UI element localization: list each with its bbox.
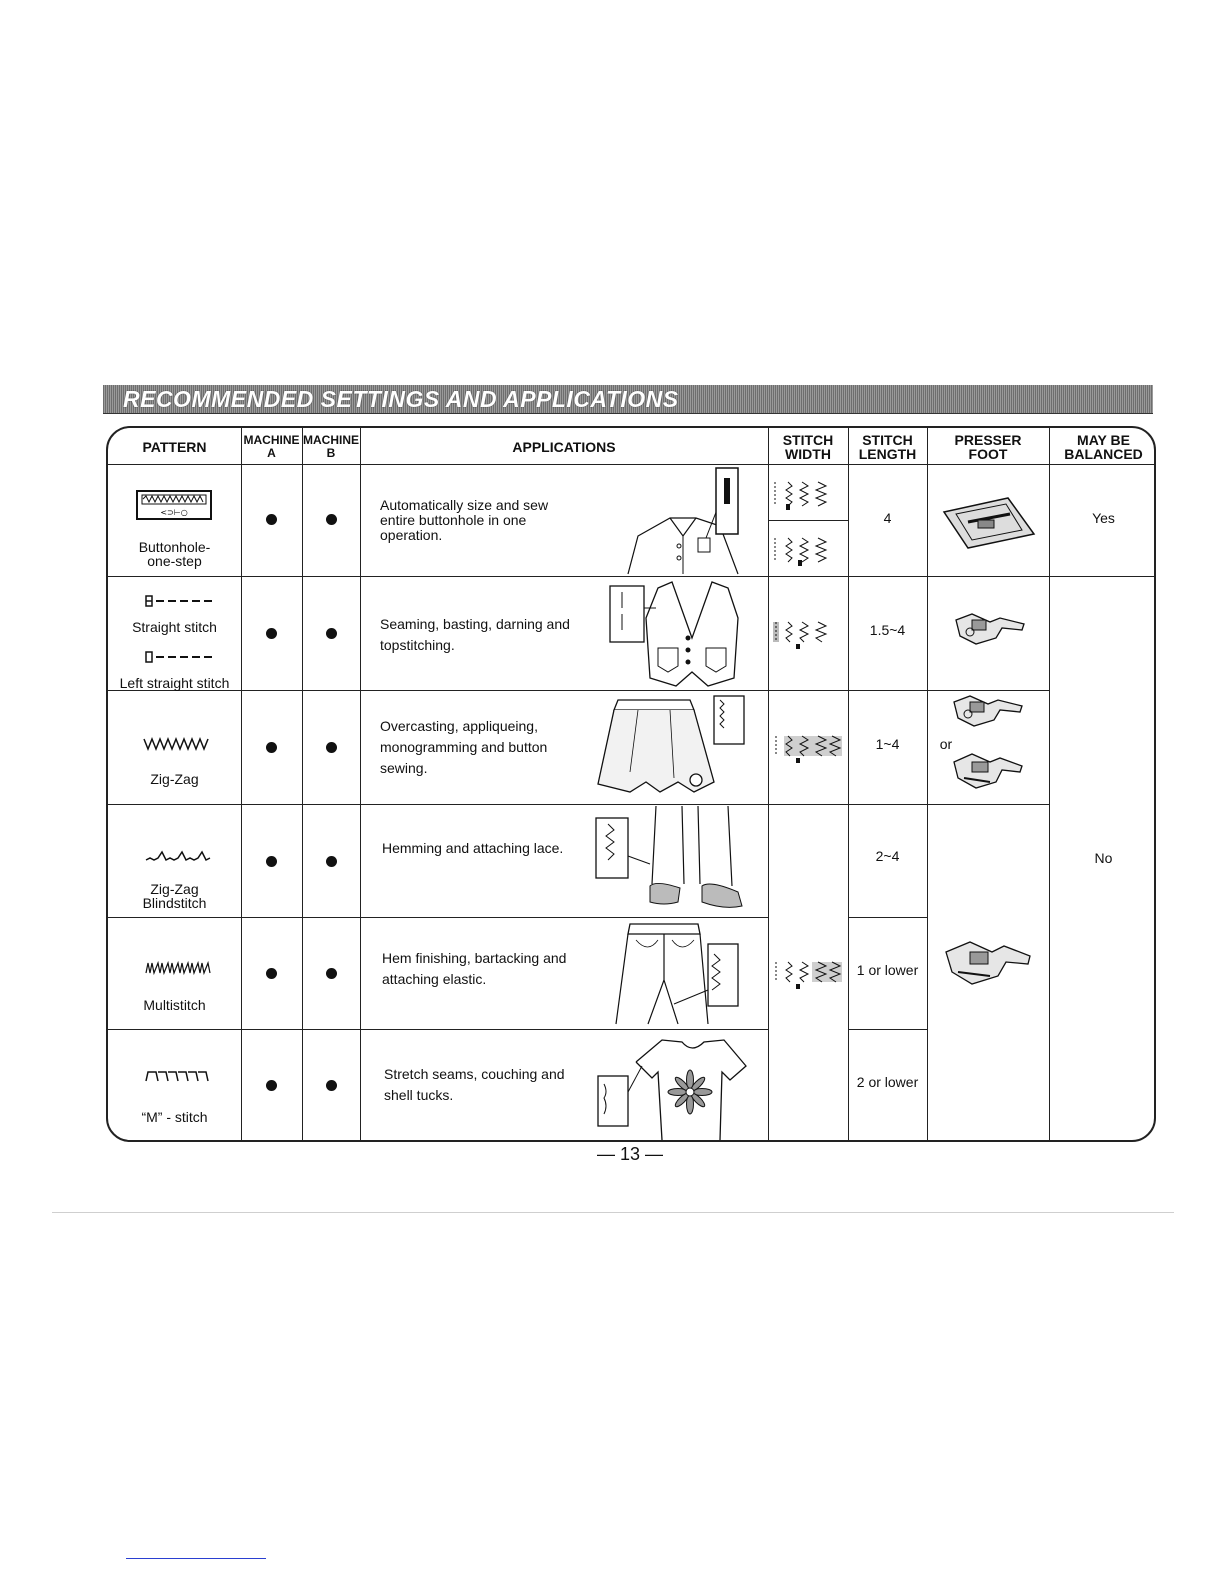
application-text: Stretch seams, couching and shell tucks.	[384, 1066, 565, 1103]
application-text: Overcasting, appliqueing, monogramming and button sewing.	[380, 718, 548, 776]
machine-a-dot	[241, 740, 302, 754]
pattern-name: one-step	[147, 553, 202, 569]
m-stitch-pattern-icon	[144, 1068, 212, 1084]
row-divider	[927, 690, 1049, 691]
page-number: — 13 —	[596, 1144, 664, 1164]
machine-a-dot	[241, 1078, 302, 1092]
balanced-value: No	[1094, 850, 1113, 866]
pattern-name: Multistitch	[143, 997, 206, 1013]
header-may-be-balanced: MAY BE BALANCED	[1064, 432, 1143, 462]
page-footer-divider	[52, 1212, 1174, 1213]
machine-a-dot	[241, 966, 302, 980]
stitch-length-value: 2~4	[875, 848, 900, 864]
tshirt-icon	[596, 1032, 756, 1140]
trousers-icon	[594, 806, 754, 916]
zigzag-pattern-icon	[142, 736, 210, 752]
stitch-length-value: 1.5~4	[869, 622, 906, 638]
row-divider	[108, 576, 768, 577]
section-banner	[103, 385, 1153, 414]
row-divider	[108, 1029, 768, 1030]
machine-a-dot	[241, 626, 302, 640]
machine-b-dot	[302, 1078, 360, 1092]
row-divider	[848, 690, 927, 691]
column-divider	[302, 428, 303, 1140]
stitch-length-value: 4	[883, 510, 892, 526]
balanced-value: Yes	[1092, 510, 1115, 526]
machine-a-dot	[241, 512, 302, 526]
column-divider	[241, 428, 242, 1140]
column-divider	[927, 428, 928, 1140]
machine-b-dot	[302, 966, 360, 980]
header-stitch-length: STITCH LENGTH	[858, 432, 917, 462]
pattern-name: Straight stitch	[132, 619, 217, 635]
header-machine-b: MACHINE B	[303, 433, 359, 460]
header-machine-a: MACHINE A	[243, 433, 300, 460]
svg-text:<⊃⊢○: <⊃⊢○	[160, 508, 188, 517]
column-divider	[360, 428, 361, 1140]
application-text: Seaming, basting, darning and topstitching.	[380, 616, 570, 653]
machine-b-dot	[302, 512, 360, 526]
jeans-icon	[608, 920, 748, 1028]
stitch-width-gauge-icon	[772, 734, 844, 764]
row-divider	[927, 804, 1049, 805]
straight-stitch-pattern-icon	[144, 594, 214, 608]
satin-foot-icon	[950, 750, 1026, 794]
row-divider	[1049, 576, 1156, 577]
row-divider	[848, 917, 927, 918]
buttonhole-foot-icon	[938, 494, 1038, 550]
pattern-name: Buttonhole-	[138, 539, 211, 555]
row-divider	[848, 1029, 927, 1030]
foot-or-label: or	[939, 736, 953, 752]
column-divider	[848, 428, 849, 1140]
header-stitch-width: STITCH WIDTH	[782, 432, 834, 462]
vest-icon	[608, 578, 748, 690]
application-text: Automatically size and sew entire buttonhole in one operation.	[380, 497, 549, 543]
header-divider	[108, 464, 1156, 465]
pattern-name: Blindstitch	[142, 895, 207, 911]
machine-b-dot	[302, 740, 360, 754]
row-divider	[108, 804, 768, 805]
column-divider	[1049, 428, 1050, 1140]
row-divider	[768, 690, 848, 691]
row-divider	[848, 804, 927, 805]
stitch-width-gauge-icon	[772, 478, 844, 512]
section-title: RECOMMENDED SETTINGS AND APPLICATIONS	[123, 386, 679, 412]
shirt-icon	[608, 466, 768, 576]
stitch-length-value: 2 or lower	[856, 1074, 919, 1090]
machine-a-dot	[241, 854, 302, 868]
zigzag-foot-icon	[952, 610, 1028, 650]
row-divider	[927, 576, 1049, 577]
header-pattern: PATTERN	[142, 439, 207, 455]
satin-foot-icon	[942, 936, 1032, 992]
settings-table	[106, 426, 1156, 1142]
left-straight-stitch-pattern-icon	[144, 650, 214, 664]
blindstitch-pattern-icon	[144, 848, 212, 864]
pattern-name: “M” - stitch	[141, 1109, 208, 1125]
footnote-rule	[126, 1558, 266, 1559]
application-text: Hem finishing, bartacking and attaching elastic.	[382, 950, 567, 987]
row-divider	[768, 576, 848, 577]
row-divider	[108, 917, 768, 918]
column-divider	[768, 428, 769, 1140]
header-presser-foot: PRESSER FOOT	[954, 432, 1022, 462]
pattern-name: Zig-Zag	[150, 771, 199, 787]
stitch-width-gauge-icon	[772, 534, 844, 568]
machine-b-dot	[302, 626, 360, 640]
stitch-length-value: 1 or lower	[856, 962, 919, 978]
pattern-name: Zig-Zag	[150, 881, 199, 897]
zigzag-foot-icon	[950, 692, 1026, 732]
pattern-name: Left straight stitch	[119, 675, 230, 691]
header-applications: APPLICATIONS	[512, 439, 616, 455]
skirt-icon	[590, 692, 750, 804]
stitch-width-gauge-icon	[772, 620, 844, 650]
row-divider	[768, 804, 848, 805]
stitch-width-gauge-icon	[772, 960, 844, 990]
buttonhole-pattern-icon	[136, 490, 214, 522]
multistitch-pattern-icon	[144, 960, 212, 976]
row-divider	[768, 520, 848, 521]
machine-b-dot	[302, 854, 360, 868]
stitch-length-value: 1~4	[875, 736, 900, 752]
application-text: Hemming and attaching lace.	[382, 840, 564, 856]
row-divider	[848, 576, 927, 577]
